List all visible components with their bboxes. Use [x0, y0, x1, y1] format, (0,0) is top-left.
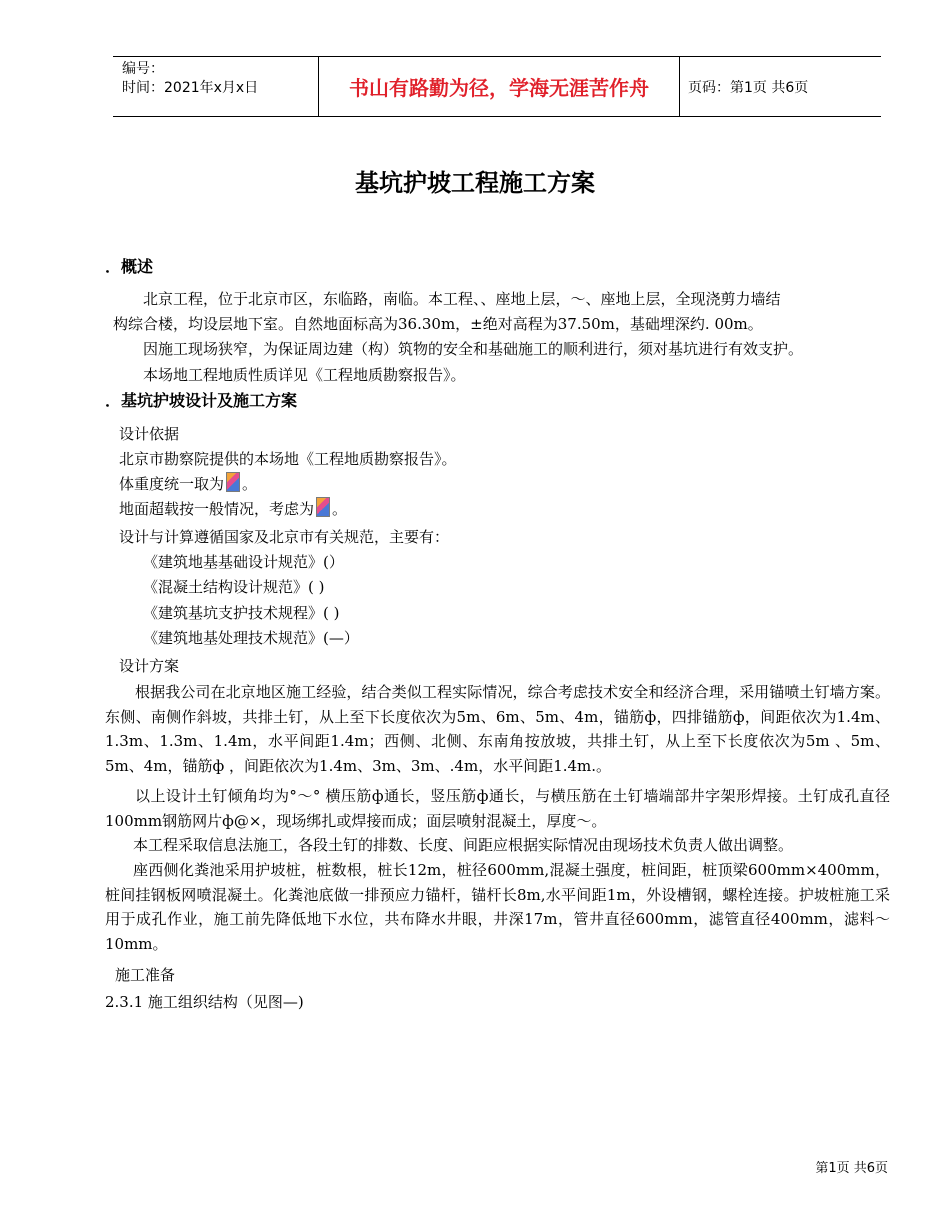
page-footer: 第1页 共6页 [815, 1161, 888, 1176]
design-basis-item1: 北京市勘察院提供的本场地《工程地质勘察报告》。 [119, 450, 457, 468]
header-time-label: 时间：2021年x月x日 [122, 80, 259, 96]
formula-image-icon [226, 472, 240, 492]
page-header [113, 56, 881, 117]
norm-item: 《建筑基坑支护技术规程》( ) [143, 604, 340, 622]
section1-para1-line2: 构综合楼，均设层地下室。自然地面标高为36.30m，±绝对高程为37.50m，基础埋深约. 00m。 [113, 315, 763, 333]
design-plan-para3: 本工程采取信息法施工，各段土钉的排数、长度、间距应根据实际情况由现场技术负责人做出调整。 [133, 836, 794, 854]
section1-heading: ．概述 [105, 257, 154, 276]
section1-para3: 本场地工程地质性质详见《工程地质勘察报告》。 [143, 366, 466, 384]
design-basis-item3 [119, 497, 347, 519]
design-plan-para4: 座西侧化粪池采用护坡桩，桩数根，桩长12m，桩径600mm,混凝土强度，桩间距，桩顶梁600mm×400mm，桩间挂钢板网喷混凝土。化粪池底做一排预应力锚杆，锚杆长8m,水平间距1m，外设槽钢，螺栓连接。护坡桩施工采用于成孔作业，施工前先降低地下水位，共布降水井眼，井深17m，管井直径600mm，滤管直径400mm，滤料～10mm。 [105, 861, 890, 953]
norm-item: 《混凝土结构设计规范》( ) [143, 578, 325, 596]
formula-image-icon [316, 497, 330, 517]
design-basis-item2-end: 。 [242, 475, 258, 493]
section2-heading: ．基坑护坡设计及施工方案 [105, 391, 298, 410]
design-basis-item2-text: 体重度统一取为 [119, 475, 225, 493]
header-number-label: 编号： [122, 61, 164, 77]
design-basis-item4: 设计与计算遵循国家及北京市有关规范，主要有： [119, 528, 450, 546]
construction-prep-title: 施工准备 [115, 966, 176, 984]
section1-para1-line1: 北京工程，位于北京市区，东临路，南临。本工程、、座地上层，～、座地上层，全现浇剪力墙结 [143, 290, 781, 308]
design-basis-item3-text: 地面超载按一般情况，考虑为 [119, 500, 315, 518]
design-basis-item3-end: 。 [332, 500, 348, 518]
document-title: 基坑护坡工程施工方案 [355, 169, 595, 197]
subsection-2-3-1: 2.3.1 施工组织结构（见图—) [105, 993, 304, 1011]
header-page-label: 页码：第1页 共6页 [688, 79, 809, 96]
design-basis-item2 [119, 472, 257, 494]
design-plan-para2: 以上设计土钉倾角均为°～° 横压筋ф通长，竖压筋ф通长，与横压筋在土钉墙端部井字架形焊接。土钉成孔直径100mm钢筋网片ф@×，现场绑扎或焊接而成；面层喷射混凝土，厚度～。 [105, 787, 890, 830]
design-plan-para1: 根据我公司在北京地区施工经验，结合类似工程实际情况，综合考虑技术安全和经济合理，采用锚喷土钉墙方案。东侧、南侧作斜坡，共排土钉，从上至下长度依次为5m、6m、5m、4m，锚筋ф，四排锚筋ф，间距依次为1.4m、1.3m、1.3m、1.4m，水平间距1.4m；西侧、北侧、东南角按放坡，共排土钉，从上至下长度依次为5m 、5m、5m、4m，锚筋ф ，间距依次为1.4m、3m、3m、.4m，水平间距1.4m.。 [105, 683, 890, 775]
norm-item: 《建筑地基处理技术规范》(—） [143, 629, 359, 647]
header-motto: 书山有路勤为径，学海无涯苦作舟 [318, 57, 680, 116]
design-plan-title: 设计方案 [119, 657, 180, 675]
section1-para2: 因施工现场狭窄，为保证周边建（构）筑物的安全和基础施工的顺利进行，须对基坑进行有效支护。 [143, 340, 804, 358]
header-meta [113, 57, 318, 116]
norm-item: 《建筑地基基础设计规范》(） [143, 553, 344, 571]
design-basis-title: 设计依据 [119, 425, 180, 443]
